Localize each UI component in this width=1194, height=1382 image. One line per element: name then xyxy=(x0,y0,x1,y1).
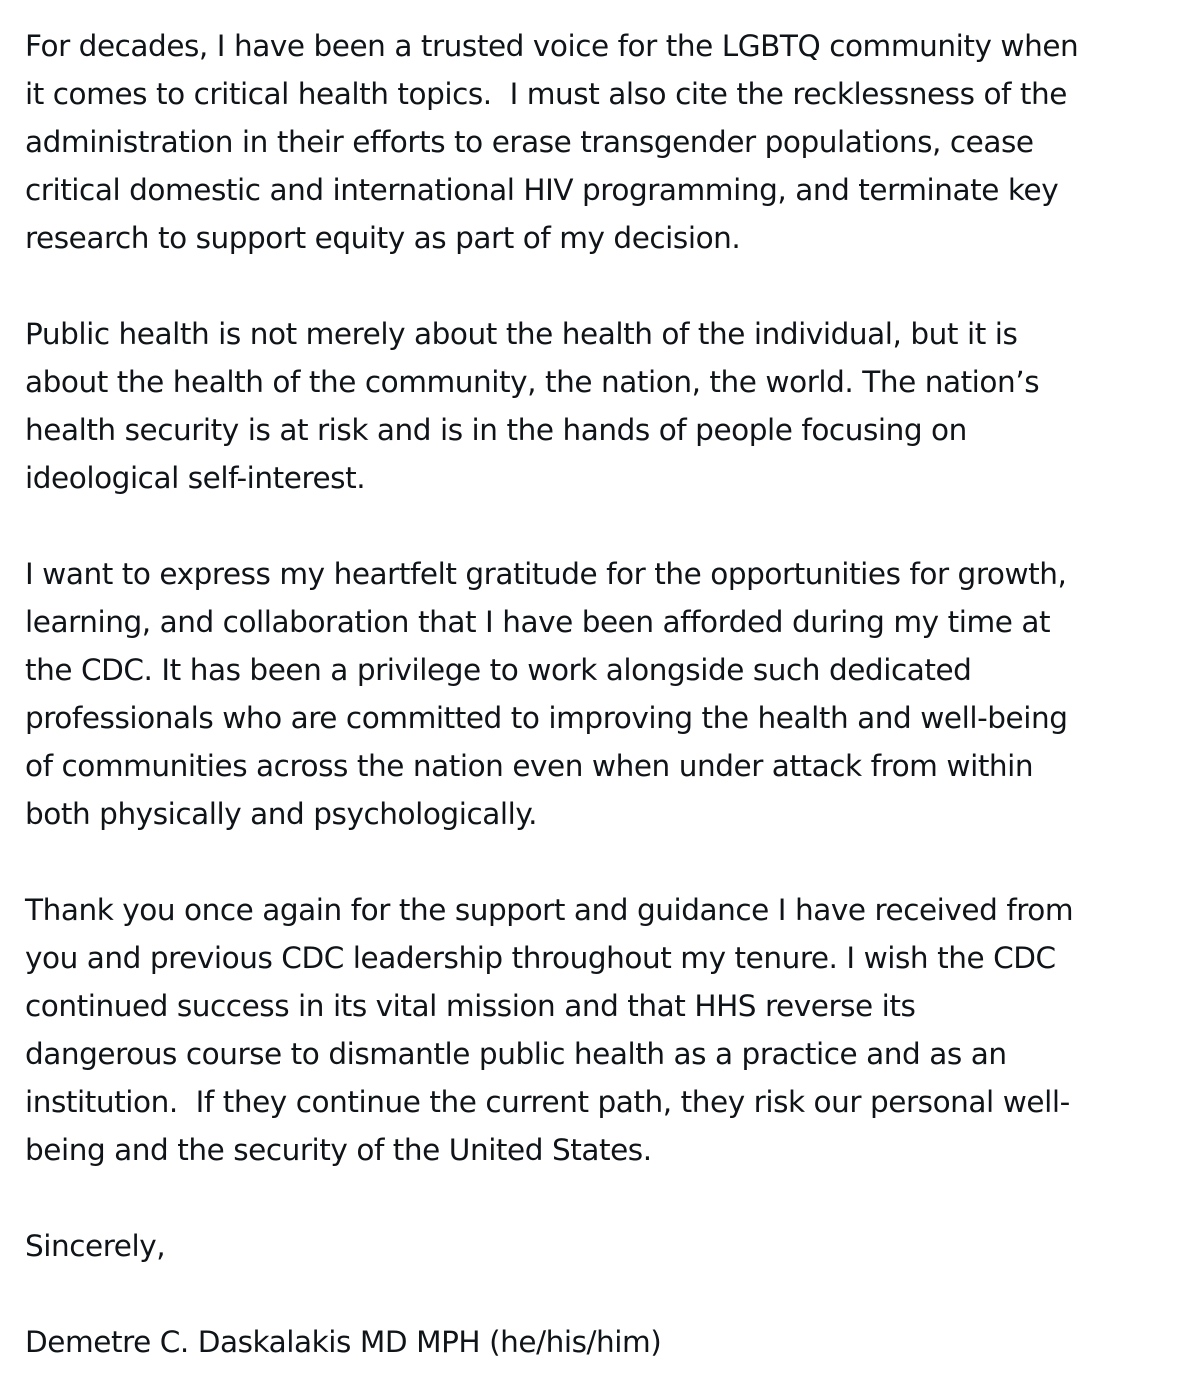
paragraph-lgbtq-voice xyxy=(25,22,1165,262)
text-line: continued success in its vital mission and that HHS reverse its xyxy=(25,989,916,1023)
text-line: Sincerely, xyxy=(25,1229,166,1263)
paragraph-public-health xyxy=(25,310,1165,502)
post-text-body xyxy=(25,22,1165,1366)
text-line: institution. If they continue the current path, they risk our personal well- xyxy=(25,1085,1070,1119)
paragraph-thank-you xyxy=(25,886,1165,1174)
text-line: being and the security of the United States. xyxy=(25,1133,652,1167)
text-line: research to support equity as part of my decision. xyxy=(25,221,741,255)
text-line: Thank you once again for the support and guidance I have received from xyxy=(25,893,1074,927)
text-line: Public health is not merely about the health of the individual, but it is xyxy=(25,317,1018,351)
signature-name xyxy=(25,1318,1165,1366)
paragraph-gratitude xyxy=(25,550,1165,838)
text-line: of communities across the nation even when under attack from within xyxy=(25,749,1034,783)
text-line: both physically and psychologically. xyxy=(25,797,538,831)
text-line: I want to express my heartfelt gratitude for the opportunities for growth, xyxy=(25,557,1067,591)
text-line: ideological self-interest. xyxy=(25,461,366,495)
text-line: critical domestic and international HIV programming, and terminate key xyxy=(25,173,1059,207)
text-line: about the health of the community, the nation, the world. The nation’s xyxy=(25,365,1040,399)
text-line: professionals who are committed to improving the health and well-being xyxy=(25,701,1068,735)
text-line: For decades, I have been a trusted voice for the LGBTQ community when xyxy=(25,29,1079,63)
text-line: Demetre C. Daskalakis MD MPH (he/his/him) xyxy=(25,1325,662,1359)
text-line: dangerous course to dismantle public health as a practice and as an xyxy=(25,1037,1007,1071)
text-line: administration in their efforts to erase transgender populations, cease xyxy=(25,125,1034,159)
text-line: it comes to critical health topics. I must also cite the recklessness of the xyxy=(25,77,1067,111)
text-line: health security is at risk and is in the hands of people focusing on xyxy=(25,413,967,447)
closing-salutation xyxy=(25,1222,1165,1270)
text-line: the CDC. It has been a privilege to work alongside such dedicated xyxy=(25,653,972,687)
text-line: you and previous CDC leadership throughout my tenure. I wish the CDC xyxy=(25,941,1056,975)
text-line: learning, and collaboration that I have been afforded during my time at xyxy=(25,605,1051,639)
